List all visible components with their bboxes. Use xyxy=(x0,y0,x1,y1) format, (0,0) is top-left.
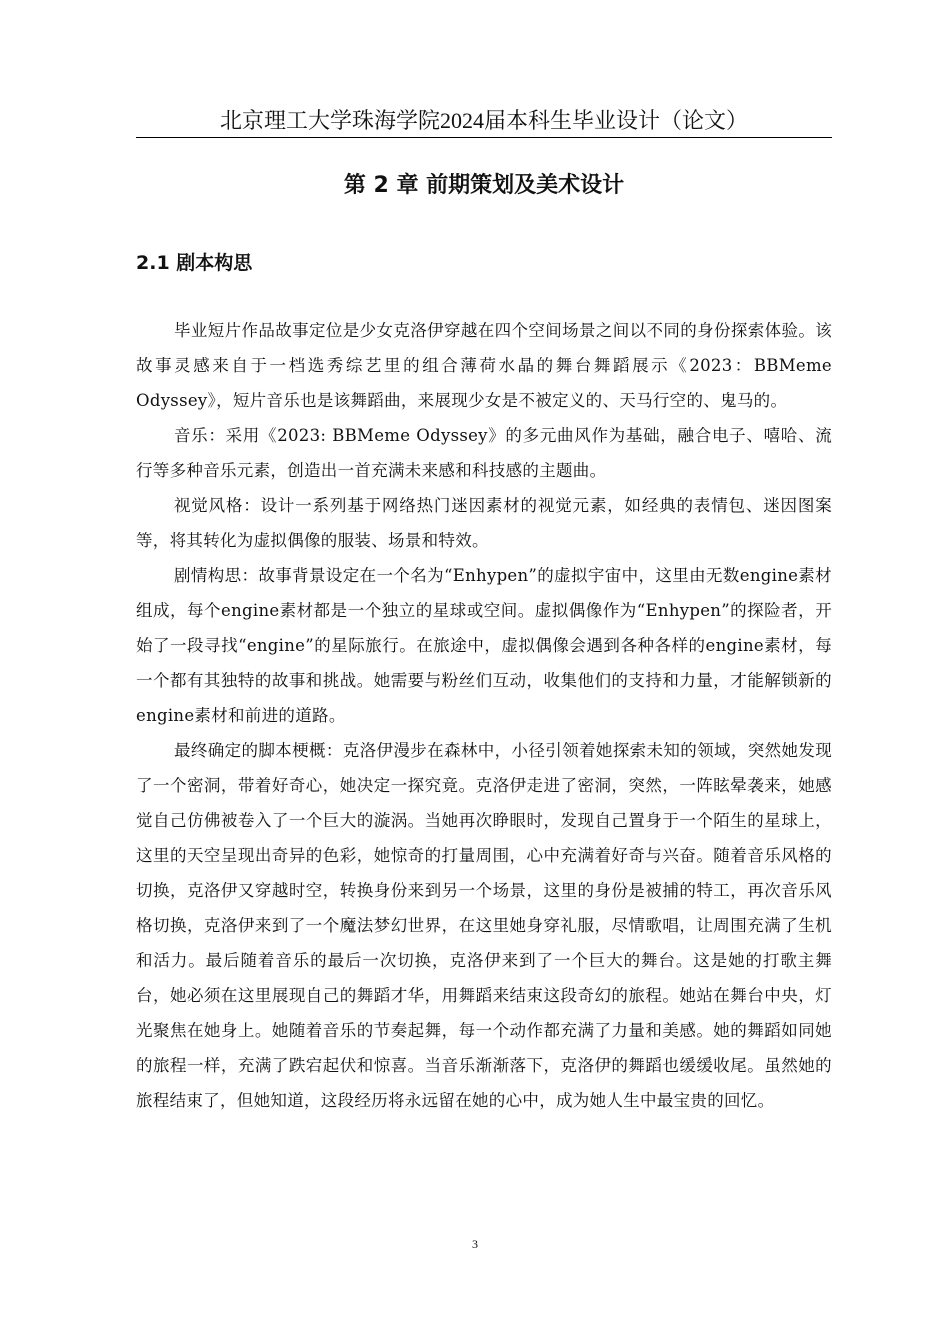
page-number: 3 xyxy=(472,1237,478,1251)
paragraph-music: 音乐：采用《2023: BBMeme Odyssey》的多元曲风作为基础，融合电子、嘻哈、流行等多种音乐元素，创造出一首充满未来感和科技感的主题曲。 xyxy=(136,426,832,480)
header-rule xyxy=(136,137,832,138)
chapter-title: 第 2 章 前期策划及美术设计 xyxy=(343,173,625,198)
paragraph-visual-style: 视觉风格：设计一系列基于网络热门迷因素材的视觉元素，如经典的表情包、迷因图案等，将其转化为虚拟偶像的服装、场景和特效。 xyxy=(136,496,832,550)
paragraph-script-synopsis: 最终确定的脚本梗概：克洛伊漫步在森林中，小径引领着她探索未知的领域，突然她发现了一个密洞，带着好奇心，她决定一探究竟。克洛伊走进了密洞，突然，一阵眩晕袭来，她感觉自己仿佛被卷入了一个巨大的漩涡。当她再次睁眼时，发现自己置身于一个陌生的星球上，这里的天空呈现出奇异的色彩，她惊奇的打量周围，心中充满着好奇与兴奋。随着音乐风格的切换，克洛伊又穿越时空，转换身份来到另一个场景，这里的身份是被捕的特工，再次音乐风格切换，克洛伊来到了一个魔法梦幻世界，在这里她身穿礼服，尽情歌唱，让周围充满了生机和活力。最后随着音乐的最后一次切换，克洛伊来到了一个巨大的舞台。这是她的打歌主舞台，她必须在这里展现自己的舞蹈才华，用舞蹈来结束这段奇幻的旅程。她站在舞台中央，灯光聚焦在她身上。她随着音乐的节奏起舞，每一个动作都充满了力量和美感。她的舞蹈如同她的旅程一样，充满了跌宕起伏和惊喜。当音乐渐渐落下，克洛伊的舞蹈也缓缓收尾。虽然她的旅程结束了，但她知道，这段经历将永远留在她的心中，成为她人生中最宝贵的回忆。 xyxy=(136,741,832,1110)
paragraph-plot-concept: 剧情构思：故事背景设定在一个名为“Enhypen”的虚拟宇宙中，这里由无数engine素材组成，每个engine素材都是一个独立的星球或空间。虚拟偶像作为“Enhypen”的探险者，开始了一段寻找“engine”的星际旅行。在旅途中，虚拟偶像会遇到各种各样的engine素材，每一个都有其独特的故事和挑战。她需要与粉丝们互动，收集他们的支持和力量，才能解锁新的engine素材和前进的道路。 xyxy=(136,566,832,725)
paragraph-story-positioning: 毕业短片作品故事定位是少女克洛伊穿越在四个空间场景之间以不同的身份探索体验。该故事灵感来自于一档选秀综艺里的组合薄荷水晶的舞台舞蹈展示《2023：BBMeme Odyssey》，短片音乐也是该舞蹈曲，来展现少女是不被定义的、天马行空的、鬼马的。 xyxy=(136,321,832,410)
running-header: 北京理工大学珠海学院2024届本科生毕业设计（论文） xyxy=(219,108,748,133)
section-title: 2.1 剧本构思 xyxy=(136,252,253,274)
body-text xyxy=(136,313,832,1118)
